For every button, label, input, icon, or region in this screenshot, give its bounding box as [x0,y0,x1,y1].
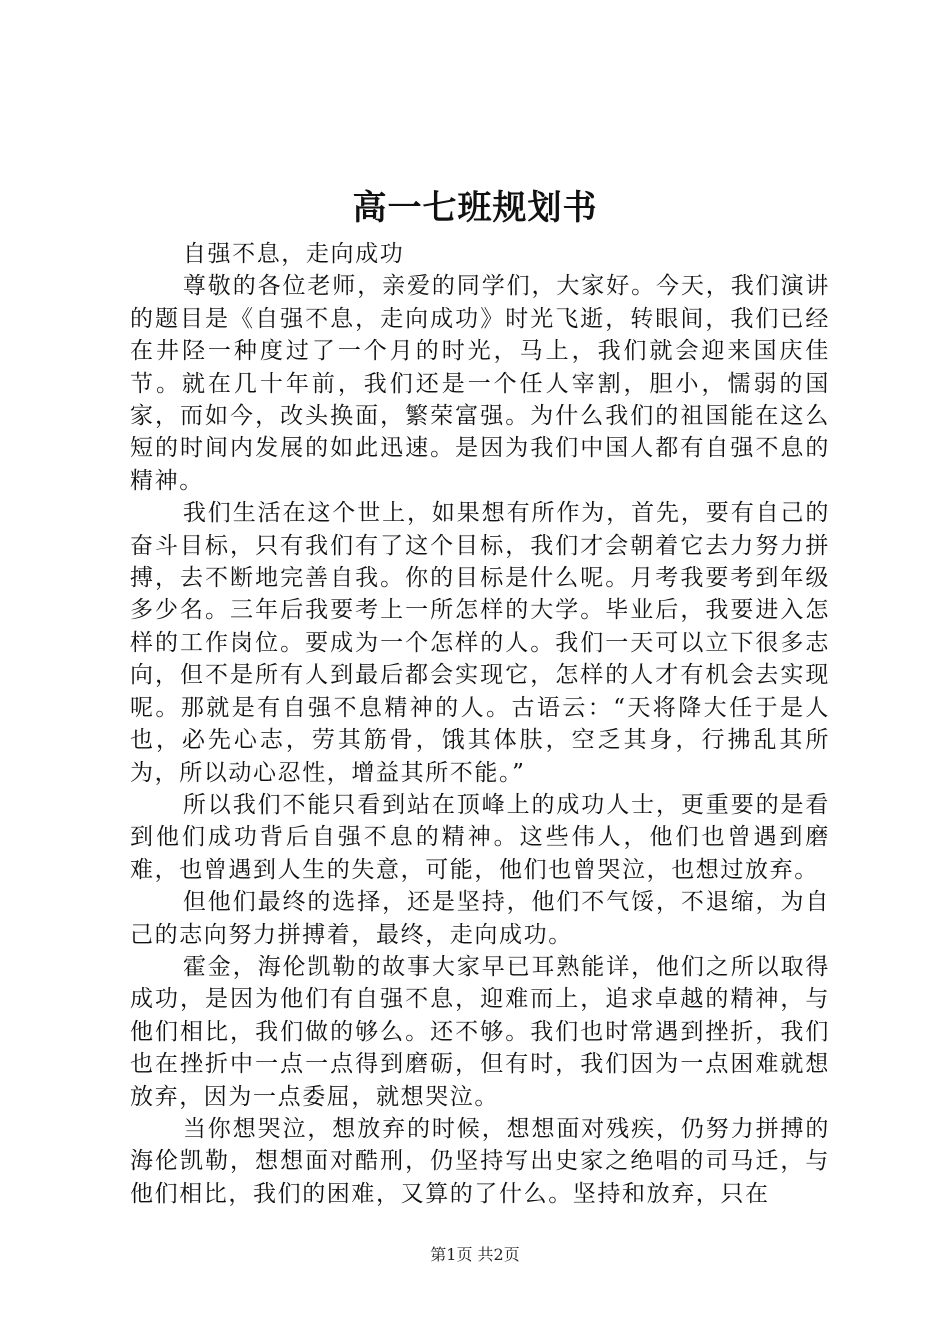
document-body [130,238,830,1210]
paragraph: 霍金，海伦凯勒的故事大家早已耳熟能详，他们之所以取得成功，是因为他们有自强不息，迎难而上，追求卓越的精神，与他们相比，我们做的够么。还不够。我们也时常遇到挫折，我们也在挫折中一点一点得到磨砺，但有时，我们因为一点困难就想放弃，因为一点委屈，就想哭泣。 [130,953,830,1110]
page-footer: 第1页 共2页 [430,1245,520,1264]
paragraph: 尊敬的各位老师，亲爱的同学们，大家好。今天，我们演讲的题目是《自强不息，走向成功》时光飞逝，转眼间，我们已经在井陉一种度过了一个月的时光，马上，我们就会迎来国庆佳节。就在几十年前，我们还是一个任人宰割，胆小，懦弱的国家，而如今，改头换面，繁荣富强。为什么我们的祖国能在这么短的时间内发展的如此迅速。是因为我们中国人都有自强不息的精神。 [130,273,830,494]
paragraph: 自强不息，走向成功 [182,241,405,267]
document-title: 高一七班规划书 [352,188,598,228]
paragraph: 我们生活在这个世上，如果想有所作为，首先，要有自己的奋斗目标，只有我们有了这个目标，我们才会朝着它去力努力拼搏，去不断地完善自我。你的目标是什么呢。月考我要考到年级多少名。三年后我要考上一所怎样的大学。毕业后，我要进入怎样的工作岗位。要成为一个怎样的人。我们一天可以立下很多志向，但不是所有人到最后都会实现它，怎样的人才有机会去实现呢。那就是有自强不息精神的人。古语云：“天将降大任于是人也，必先心志，劳其筋骨，饿其体肤，空乏其身，行拂乱其所为，所以动心忍性，增益其所不能。” [130,500,830,786]
paragraph: 当你想哭泣，想放弃的时候，想想面对残疾，仍努力拼搏的海伦凯勒，想想面对酷刑，仍坚持写出史家之绝唱的司马迁，与他们相比，我们的困难，又算的了什么。坚持和放弃，只在 [130,1115,830,1207]
paragraph: 但他们最终的选择，还是坚持，他们不气馁，不退缩，为自己的志向努力拼搏着，最终，走向成功。 [130,889,830,948]
paragraph: 所以我们不能只看到站在顶峰上的成功人士，更重要的是看到他们成功背后自强不息的精神。这些伟人，他们也曾遇到磨难，也曾遇到人生的失意，可能，他们也曾哭泣，也想过放弃。 [130,791,830,883]
